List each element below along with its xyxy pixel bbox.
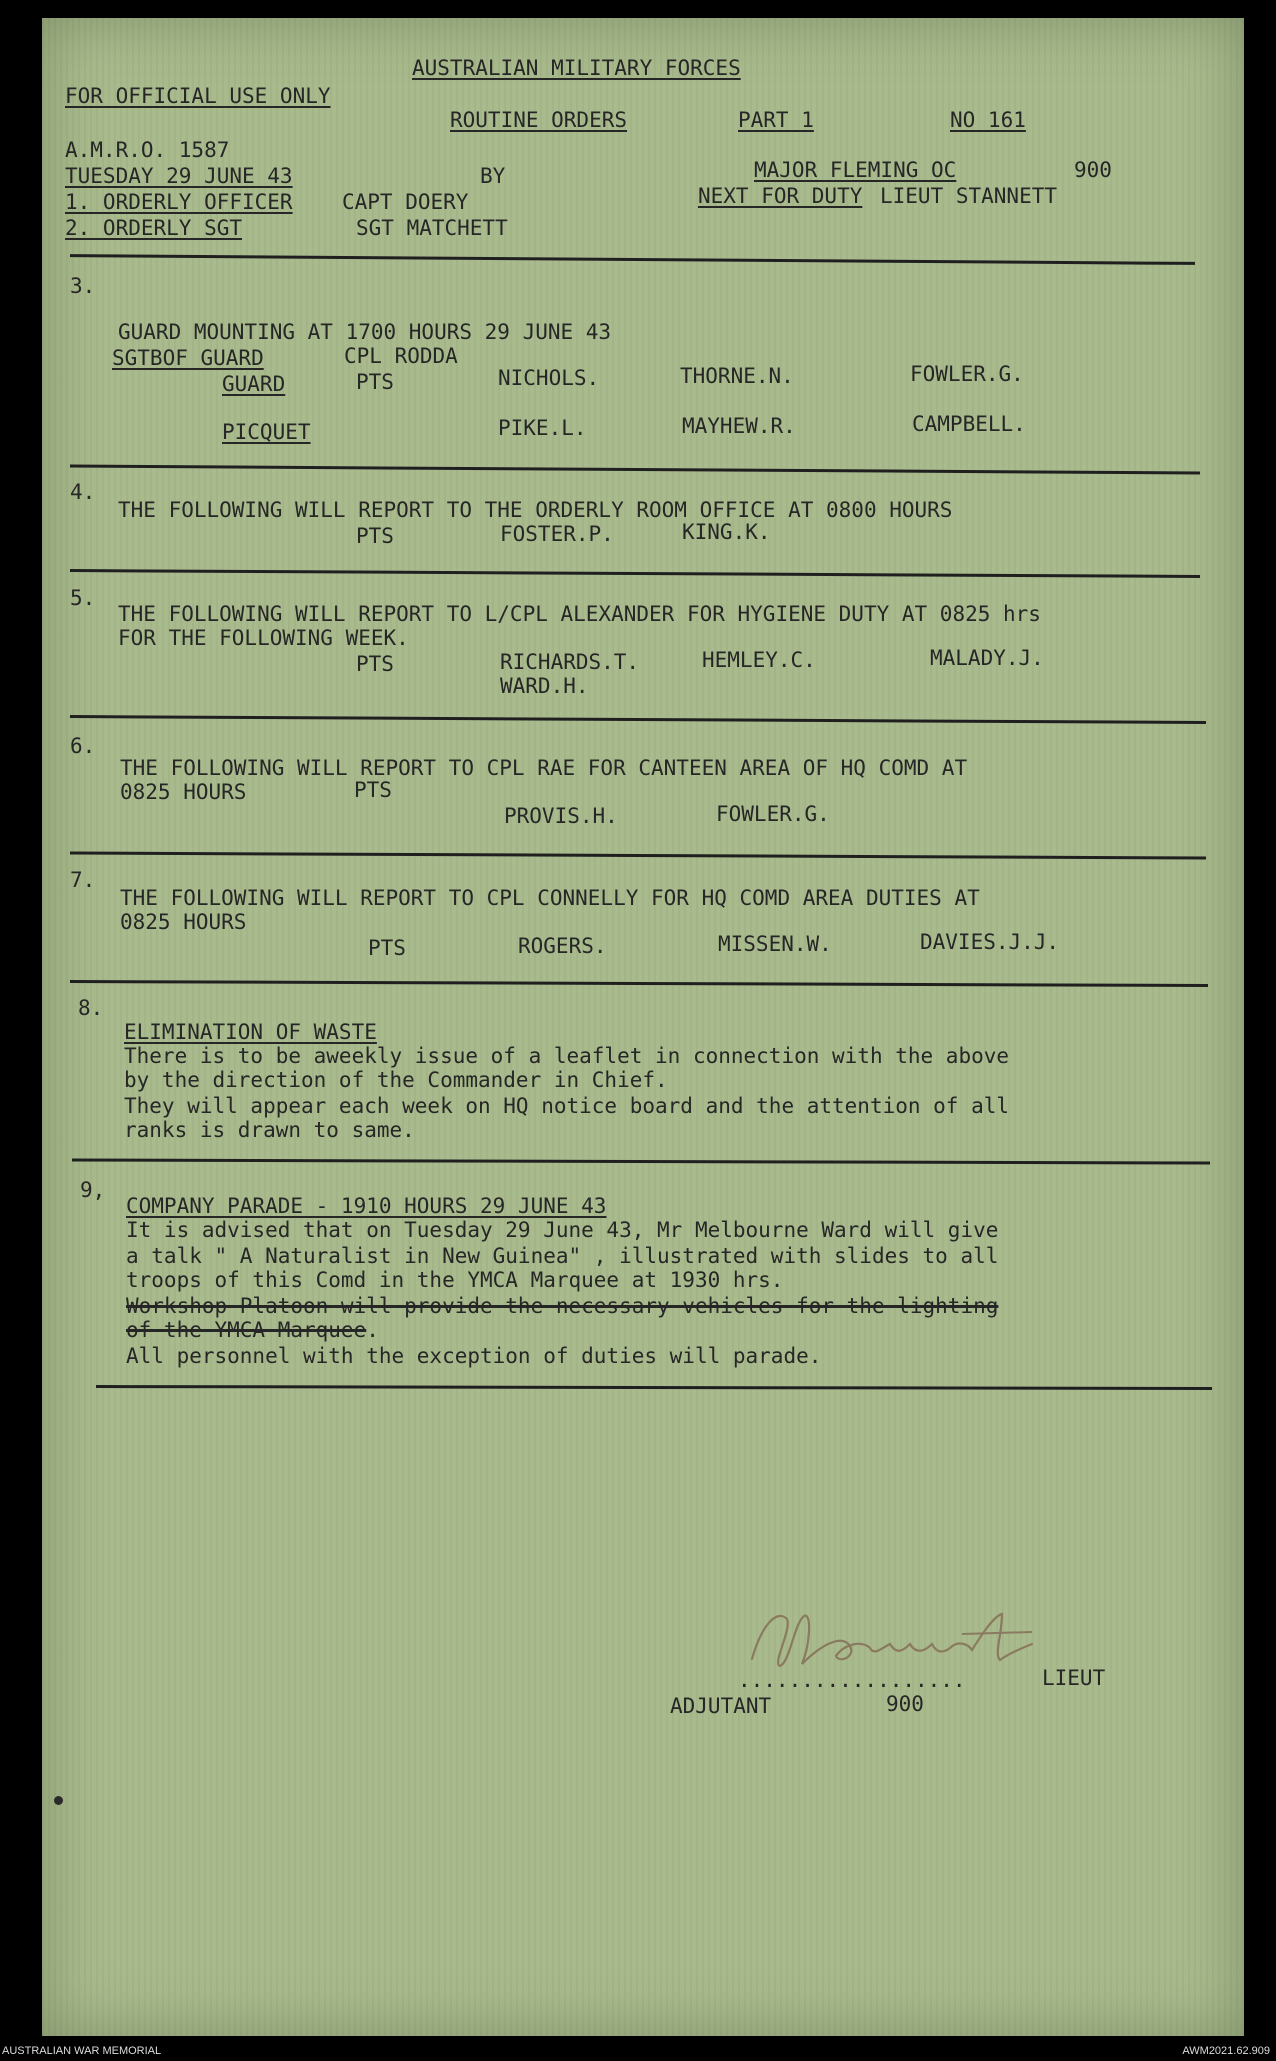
section-divider bbox=[70, 852, 1206, 860]
document-title: AUSTRALIAN MILITARY FORCES bbox=[412, 56, 741, 80]
guard-name: THORNE.N. bbox=[680, 364, 794, 388]
hygiene-name: WARD.H. bbox=[500, 674, 589, 698]
area-duty-name: MISSEN.W. bbox=[718, 932, 832, 956]
parade-text: All personnel with the exception of duties will parade. bbox=[126, 1344, 822, 1368]
by-label: BY bbox=[480, 164, 506, 188]
guard-name: NICHOLS. bbox=[498, 366, 600, 390]
section-5-text: FOR THE FOLLOWING WEEK. bbox=[118, 626, 409, 650]
signature-unit: 900 bbox=[886, 1692, 924, 1716]
guard-label: GUARD bbox=[222, 372, 286, 396]
section-number: 8. bbox=[78, 996, 104, 1020]
orderly-officer-name: CAPT DOERY bbox=[342, 190, 469, 214]
section-number: 5. bbox=[70, 586, 96, 610]
section-5-text: THE FOLLOWING WILL REPORT TO L/CPL ALEXANDER FOR HYGIENE DUTY AT 0825 hrs bbox=[118, 602, 1041, 626]
section-divider bbox=[70, 569, 1200, 578]
report-name: FOSTER.P. bbox=[500, 522, 614, 546]
canteen-name: PROVIS.H. bbox=[504, 804, 618, 828]
issued-by: MAJOR FLEMING OC bbox=[754, 158, 957, 182]
pts-label: PTS bbox=[368, 936, 406, 960]
pts-label: PTS bbox=[356, 370, 394, 394]
parade-text: It is advised that on Tuesday 29 June 43, Mr Melbourne Ward will give bbox=[126, 1218, 999, 1242]
report-name: KING.K. bbox=[682, 520, 771, 544]
hygiene-name: MALADY.J. bbox=[930, 646, 1044, 670]
punch-mark bbox=[54, 1796, 63, 1805]
canteen-name: FOWLER.G. bbox=[716, 802, 830, 826]
section-6-text: 0825 HOURS bbox=[120, 780, 247, 804]
amro-reference: A.M.R.O. 1587 bbox=[65, 138, 230, 162]
section-number: 4. bbox=[70, 480, 96, 504]
waste-text: There is to be aweekly issue of a leaflet in connection with the above bbox=[124, 1044, 1010, 1068]
section-7-text: 0825 HOURS bbox=[120, 910, 247, 934]
order-number: NO 161 bbox=[950, 108, 1026, 132]
signature-role: ADJUTANT bbox=[670, 1694, 772, 1718]
orderly-sgt-label: 2. ORDERLY SGT bbox=[65, 216, 243, 240]
orderly-sgt-name: SGT MATCHETT bbox=[356, 216, 508, 240]
guard-heading: GUARD MOUNTING AT 1700 HOURS 29 JUNE 43 bbox=[118, 320, 612, 344]
signature-dots: .................. bbox=[738, 1668, 966, 1692]
picquet-label: PICQUET bbox=[222, 420, 311, 444]
struck-text: Workshop Platoon will provide the necessary vehicles for the lighting bbox=[126, 1294, 999, 1318]
picquet-name: PIKE.L. bbox=[498, 416, 587, 440]
struck-text: of the YMCA Marquee bbox=[126, 1318, 367, 1342]
orderly-officer-label: 1. ORDERLY OFFICER bbox=[65, 190, 293, 214]
section-number: 3. bbox=[70, 274, 96, 298]
signature-rank: LIEUT bbox=[1042, 1666, 1106, 1690]
guard-name: FOWLER.G. bbox=[910, 362, 1024, 386]
section-divider bbox=[70, 715, 1206, 724]
waste-text: ranks is drawn to same. bbox=[124, 1118, 415, 1142]
sgt-of-guard-label: SGTBOF GUARD bbox=[112, 346, 264, 370]
section-number: 7. bbox=[70, 868, 96, 892]
waste-text: by the direction of the Commander in Chief. bbox=[124, 1068, 668, 1092]
next-duty-name: LIEUT STANNETT bbox=[880, 184, 1058, 208]
unit-number: 900 bbox=[1074, 158, 1112, 182]
section-6-text: THE FOLLOWING WILL REPORT TO CPL RAE FOR CANTEEN AREA OF HQ COMD AT bbox=[120, 756, 968, 780]
part-label: PART 1 bbox=[738, 108, 814, 132]
waste-text: They will appear each week on HQ notice board and the attention of all bbox=[124, 1094, 1010, 1118]
picquet-name: CAMPBELL. bbox=[912, 412, 1026, 436]
pts-label: PTS bbox=[356, 652, 394, 676]
sgt-of-guard-name: CPL RODDA bbox=[344, 344, 458, 368]
pts-label: PTS bbox=[356, 524, 394, 548]
classification-label: FOR OFFICIAL USE ONLY bbox=[65, 84, 331, 108]
pts-label: PTS bbox=[354, 778, 392, 802]
document-sheet: AUSTRALIAN MILITARY FORCES FOR OFFICIAL USE ONLY ROUTINE ORDERS PART 1 NO 161 A.M.R.O. 1587 TUESDAY 29 JUNE 43 BY MAJOR FLEMING OC 900 1. ORDERLY OFFICER CAPT DOERY NEXT FOR DUTY LIEUT STANNETT 2. ORDERLY SGT SGT MATCHETT 3. GUARD MOUNTING AT 1700 HOURS 29 JUNE 43 SGTBOF GUARD CPL RODDA GUARD PTS NICHOLS. THORNE.N. FOWLER.G. PICQUET PIKE.L. MAYHEW.R. CAMPBELL. 4. THE FOLLOWING WILL REPORT TO THE ORDERLY ROOM OFFICE AT 0800 HOURS PTS FOSTER.P. KING.K. 5. THE FOLLOWING WILL REPORT TO L/CPL ALEXANDER FOR HYGIENE DUTY AT 0825 hrs FOR THE FOLLOWING WEEK. PTS RICHARDS.T. HEMLEY.C. MALADY.J. WARD.H. 6. THE FOLLOWING WILL REPORT TO CPL RAE FOR CANTEEN AREA OF HQ COMD AT 0825 HOURS PTS PROVIS.H. FOWLER.G. 7. THE FOLLOWING WILL REPORT TO CPL CONNELLY FOR HQ COMD AREA DUTIES AT 0825 HOURS PTS ROGERS. MISSEN.W. DAVIES.J.J. 8. ELIMINATION OF WASTE There is to be aweekly issue of a leaflet in connection with the above by the direction of the Commander in Chief. They will appear each week on HQ notice board and the attention of all ranks is drawn to same. 9, COMPANY PARADE - 1910 HOURS 29 JUNE 43 It is advised that on Tuesday 29 June 43, Mr Melbourne Ward will give a talk " A Naturalist in New Guinea" , illustrated with slides to all troops of this Comd in the YMCA Marquee at 1930 hrs. Workshop Platoon will provide the necessary vehicles for the lighting of the YMCA Marquee. All personnel with the exception of duties will parade. .................. LIEUT ADJUTANT 900 bbox=[42, 18, 1244, 2036]
section-divider bbox=[96, 1385, 1212, 1390]
section-divider bbox=[72, 1159, 1210, 1165]
parade-text: troops of this Comd in the YMCA Marquee at 1930 hrs. bbox=[126, 1268, 784, 1292]
section-number: 6. bbox=[70, 734, 96, 758]
area-duty-name: ROGERS. bbox=[518, 934, 607, 958]
order-date: TUESDAY 29 JUNE 43 bbox=[65, 164, 293, 188]
parade-heading: COMPANY PARADE - 1910 HOURS 29 JUNE 43 bbox=[126, 1194, 607, 1218]
section-number: 9, bbox=[80, 1178, 106, 1202]
waste-heading: ELIMINATION OF WASTE bbox=[124, 1020, 377, 1044]
section-7-text: THE FOLLOWING WILL REPORT TO CPL CONNELLY FOR HQ COMD AREA DUTIES AT bbox=[120, 886, 980, 910]
section-4-text: THE FOLLOWING WILL REPORT TO THE ORDERLY ROOM OFFICE AT 0800 HOURS bbox=[118, 498, 953, 522]
section-divider bbox=[70, 465, 1200, 475]
hygiene-name: HEMLEY.C. bbox=[702, 648, 816, 672]
section-divider bbox=[70, 254, 1195, 265]
archive-reference: AWM2021.62.909 bbox=[1182, 2045, 1270, 2057]
next-duty-label: NEXT FOR DUTY bbox=[698, 184, 863, 208]
hygiene-name: RICHARDS.T. bbox=[500, 650, 640, 674]
routine-orders-label: ROUTINE ORDERS bbox=[450, 108, 628, 132]
area-duty-name: DAVIES.J.J. bbox=[920, 930, 1060, 954]
section-divider bbox=[70, 980, 1208, 987]
archive-credit: AUSTRALIAN WAR MEMORIAL bbox=[2, 2045, 162, 2057]
parade-text: a talk " A Naturalist in New Guinea" , illustrated with slides to all bbox=[126, 1244, 999, 1268]
picquet-name: MAYHEW.R. bbox=[682, 414, 796, 438]
